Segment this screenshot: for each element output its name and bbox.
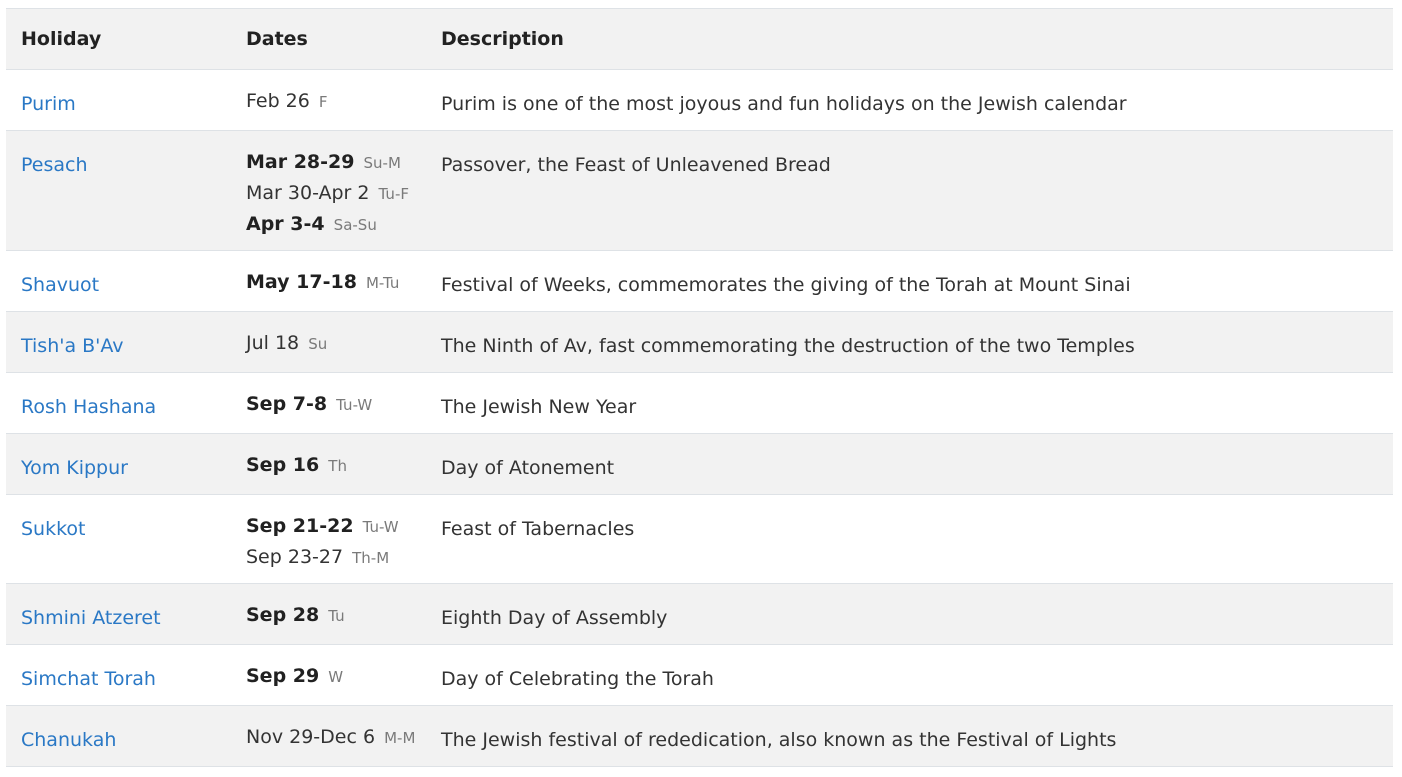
table-row	[6, 70, 1393, 131]
day-of-week-label: Th	[328, 457, 347, 475]
table-row	[6, 645, 1393, 706]
date-range	[246, 328, 426, 359]
holiday-link[interactable]: Chanukah	[21, 729, 117, 751]
holiday-cell	[6, 495, 231, 584]
dates-cell	[231, 312, 426, 373]
holiday-link[interactable]: Rosh Hashana	[21, 396, 157, 418]
table-body	[6, 70, 1393, 767]
date-text: Sep 23-27	[246, 546, 344, 568]
table-header	[6, 9, 1393, 70]
date-text: Sep 21-22	[246, 515, 354, 537]
dates-cell	[231, 251, 426, 312]
date-range	[246, 178, 426, 209]
day-of-week-label: W	[328, 668, 344, 686]
description-cell	[426, 706, 1393, 767]
description-text: The Ninth of Av, fast commemorating the destruction of the two Temples	[441, 335, 1135, 357]
day-of-week-label: Tu	[328, 607, 345, 625]
date-text: Sep 29	[246, 665, 320, 687]
holiday-link[interactable]: Sukkot	[21, 518, 86, 540]
holiday-link[interactable]: Purim	[21, 93, 76, 115]
holiday-cell	[6, 131, 231, 251]
table-row	[6, 584, 1393, 645]
date-range	[246, 86, 426, 117]
date-range	[246, 450, 426, 481]
table-row	[6, 495, 1393, 584]
day-of-week-label: Sa-Su	[333, 216, 377, 234]
date-text: Feb 26	[246, 90, 310, 112]
column-header-holiday: Holiday	[6, 9, 231, 70]
date-text: Sep 28	[246, 604, 320, 626]
holiday-link[interactable]: Shmini Atzeret	[21, 607, 161, 629]
dates-cell	[231, 373, 426, 434]
description-text: Festival of Weeks, commemorates the giving of the Torah at Mount Sinai	[441, 274, 1131, 296]
day-of-week-label: M-M	[384, 729, 416, 747]
holiday-link[interactable]: Simchat Torah	[21, 668, 156, 690]
date-text: Sep 7-8	[246, 393, 328, 415]
description-cell	[426, 131, 1393, 251]
date-text: Mar 28-29	[246, 151, 355, 173]
day-of-week-label: Tu-W	[362, 518, 399, 536]
date-range	[246, 267, 426, 298]
dates-cell	[231, 645, 426, 706]
day-of-week-label: Th-M	[352, 549, 390, 567]
date-range	[246, 147, 426, 178]
description-text: The Jewish New Year	[441, 396, 637, 418]
description-text: Day of Atonement	[441, 457, 615, 479]
header-row	[6, 9, 1393, 70]
holiday-link[interactable]: Yom Kippur	[21, 457, 128, 479]
day-of-week-label: Su-M	[363, 154, 401, 172]
date-range	[246, 542, 426, 573]
date-range	[246, 661, 426, 692]
column-header-dates: Dates	[231, 9, 426, 70]
date-text: Mar 30-Apr 2	[246, 182, 370, 204]
column-header-description: Description	[426, 9, 1393, 70]
description-cell	[426, 434, 1393, 495]
holiday-cell	[6, 434, 231, 495]
day-of-week-label: Su	[308, 335, 328, 353]
dates-cell	[231, 131, 426, 251]
holiday-cell	[6, 373, 231, 434]
description-cell	[426, 312, 1393, 373]
table-row	[6, 434, 1393, 495]
date-range	[246, 511, 426, 542]
day-of-week-label: M-Tu	[365, 274, 400, 292]
description-cell	[426, 584, 1393, 645]
holiday-link[interactable]: Shavuot	[21, 274, 100, 296]
holiday-cell	[6, 645, 231, 706]
description-text: Passover, the Feast of Unleavened Bread	[441, 154, 831, 176]
dates-cell	[231, 495, 426, 584]
holidays-table	[6, 8, 1393, 767]
date-range	[246, 600, 426, 631]
table-row	[6, 706, 1393, 767]
date-range	[246, 722, 426, 753]
description-text: Feast of Tabernacles	[441, 518, 635, 540]
description-text: The Jewish festival of rededication, also known as the Festival of Lights	[441, 729, 1117, 751]
date-text: Sep 16	[246, 454, 320, 476]
description-text: Purim is one of the most joyous and fun holidays on the Jewish calendar	[441, 93, 1127, 115]
table-row	[6, 312, 1393, 373]
date-text: Apr 3-4	[246, 213, 325, 235]
holiday-cell	[6, 312, 231, 373]
holiday-link[interactable]: Tish'a B'Av	[21, 335, 124, 357]
day-of-week-label: Tu-F	[378, 185, 409, 203]
day-of-week-label: Tu-W	[336, 396, 373, 414]
table-row	[6, 373, 1393, 434]
description-text: Eighth Day of Assembly	[441, 607, 668, 629]
description-cell	[426, 70, 1393, 131]
holiday-cell	[6, 251, 231, 312]
table-row	[6, 251, 1393, 312]
holiday-cell	[6, 70, 231, 131]
dates-cell	[231, 70, 426, 131]
date-text: Nov 29-Dec 6	[246, 726, 376, 748]
holidays-table-container	[6, 8, 1393, 767]
description-cell	[426, 251, 1393, 312]
date-range	[246, 209, 426, 240]
holiday-cell	[6, 584, 231, 645]
date-range	[246, 389, 426, 420]
description-cell	[426, 495, 1393, 584]
description-text: Day of Celebrating the Torah	[441, 668, 714, 690]
dates-cell	[231, 584, 426, 645]
dates-cell	[231, 706, 426, 767]
description-cell	[426, 373, 1393, 434]
date-text: May 17-18	[246, 271, 357, 293]
dates-cell	[231, 434, 426, 495]
table-row	[6, 131, 1393, 251]
description-cell	[426, 645, 1393, 706]
date-text: Jul 18	[246, 332, 300, 354]
holiday-cell	[6, 706, 231, 767]
day-of-week-label: F	[318, 93, 328, 111]
holiday-link[interactable]: Pesach	[21, 154, 88, 176]
